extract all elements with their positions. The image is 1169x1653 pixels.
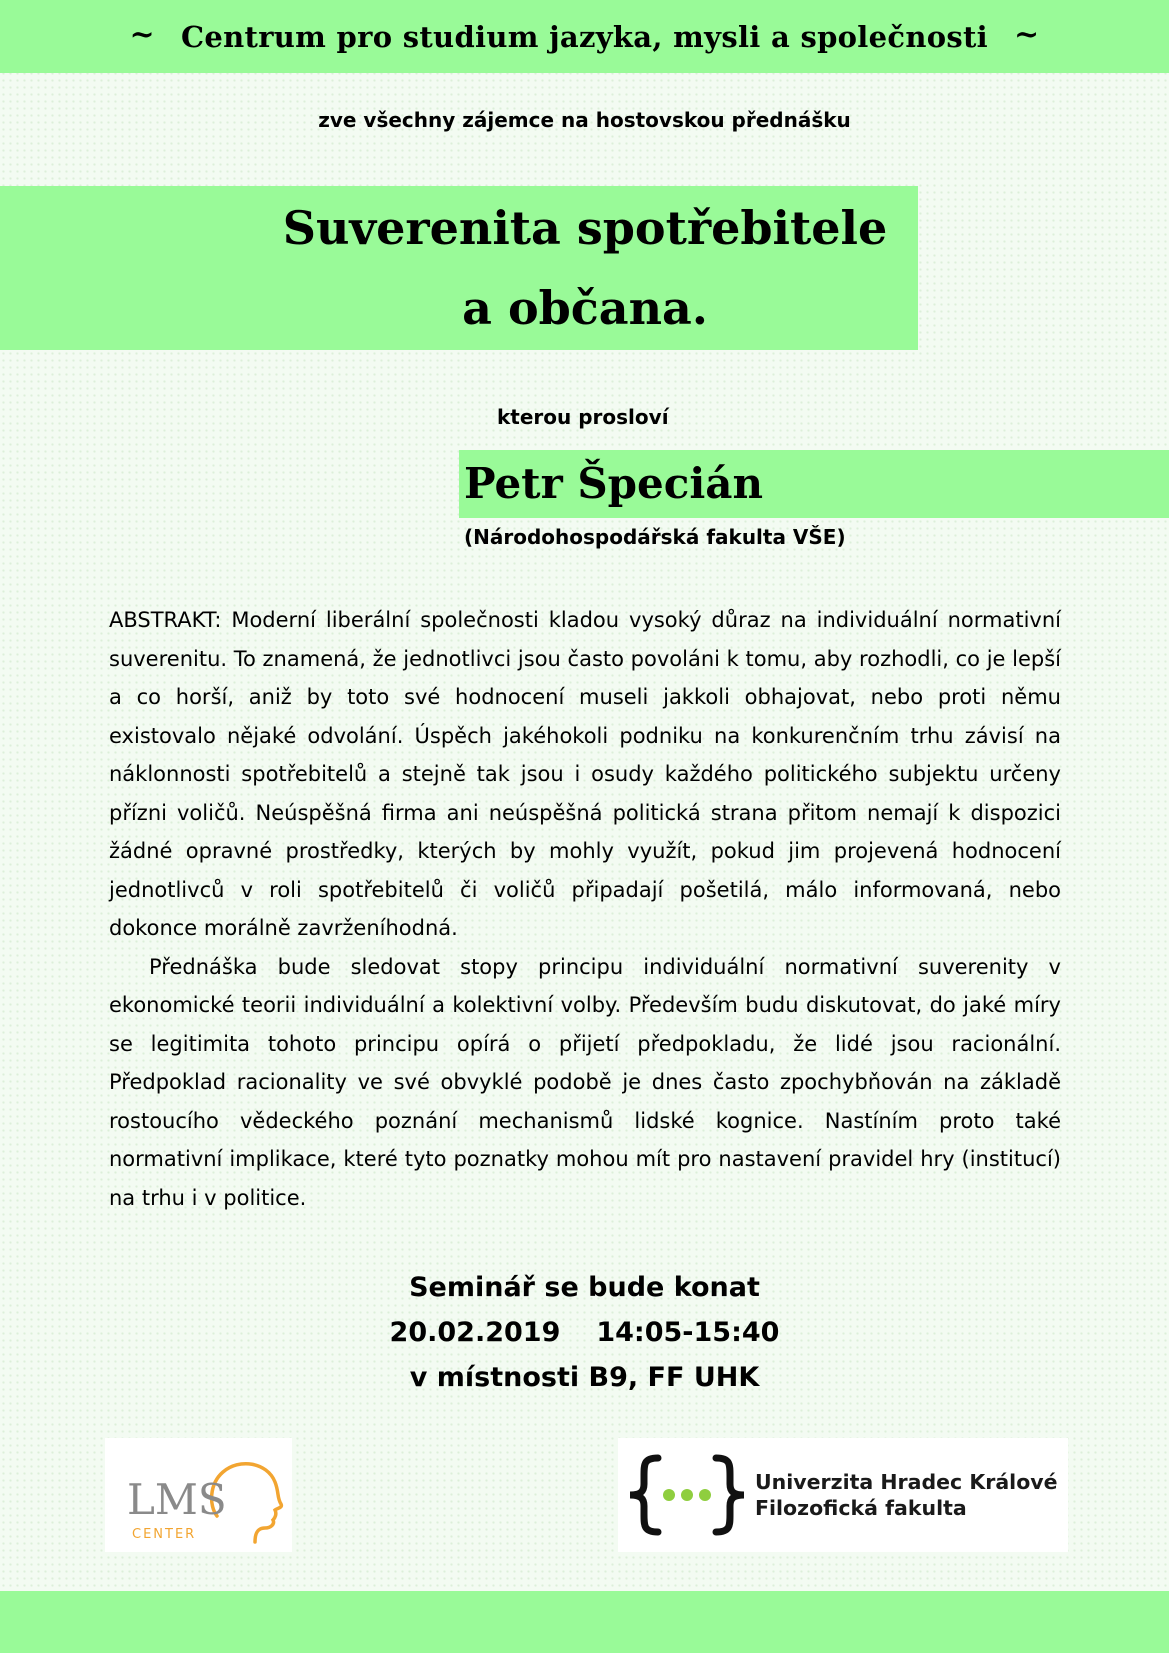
abstract bbox=[109, 601, 1061, 1217]
org-name: Centrum pro studium jazyka, mysli a společnosti bbox=[180, 19, 988, 54]
tilde-right: ~ bbox=[1014, 17, 1040, 52]
lms-center-logo bbox=[105, 1438, 292, 1552]
tilde-left: ~ bbox=[129, 17, 155, 52]
header-band bbox=[0, 0, 1169, 73]
uhk-logo-graphic bbox=[618, 1438, 758, 1552]
seminar-datetime bbox=[0, 1310, 1169, 1355]
abstract-paragraph-2: Přednáška bude sledovat stopy principu individuální normativní suverenity v ekonomické teorii individuální a kolektivní volby. Především budu diskutovat, do jaké míry se legitimita tohoto principu opírá o přijetí předpokladu, že lidé jsou racionální. Předpoklad racionality ve své obvyklé podobě je dnes často zpochybňován na základě rostoucího vědeckého poznání mechanismů lidské kognice. Nastíním proto také normativní implikace, které tyto poznatky mohou mít pro nastavení pravidel hry (institucí) na trhu i v politice. bbox=[109, 954, 1061, 1210]
seminar-room: v místnosti B9, FF UHK bbox=[409, 1362, 760, 1393]
seminar-date: 20.02.2019 bbox=[389, 1317, 561, 1348]
seminar-time: 14:05-15:40 bbox=[596, 1317, 780, 1348]
invitation-line: zve všechny zájemce na hostovskou přednášku bbox=[318, 108, 851, 132]
green-dot-icon bbox=[681, 1489, 693, 1501]
seminar-info bbox=[0, 1265, 1169, 1400]
lecture-title bbox=[200, 186, 970, 348]
lms-main-text: LMS bbox=[127, 1475, 227, 1524]
speaker-name: Petr Špecián bbox=[464, 459, 764, 508]
abstract-paragraph-1: ABSTRAKT: Moderní liberální společnosti kladou vysoký důraz na individuální normativní suverenitu. To znamená, že jednotlivci jsou často povoláni k tomu, aby rozhodli, co je lepší a co horší, aniž by toto své hodnocení museli jakkoli obhajovat, nebo proti němu existovalo nějaké odvolání. Úspěch jakéhokoli podniku na konkurenčním trhu závisí na náklonnosti spotřebitelů a stejně tak jsou i osudy každého politického subjektu určeny přízni voličů. Neúspěšná firma ani neúspěšná politická strana přitom nemají k dispozici žádné opravné prostředky, kterých by mohly využít, pokud jim projevená hodnocení jednotlivců v roli spotřebitelů či voličů připadají pošetilá, málo informovaná, nebo dokonce morálně zavrženíhodná. bbox=[109, 608, 1061, 940]
uhk-name bbox=[755, 1469, 1058, 1521]
green-dot-icon bbox=[663, 1489, 675, 1501]
title-line-2: a občana. bbox=[462, 281, 708, 335]
lms-sub-text: CENTER bbox=[132, 1527, 197, 1542]
speaker-intro: kterou prosloví bbox=[497, 405, 669, 429]
lms-logo-graphic bbox=[105, 1438, 292, 1552]
title-line-1: Suverenita spotřebitele bbox=[282, 201, 888, 255]
green-dot-icon bbox=[699, 1489, 711, 1501]
footer-band bbox=[0, 1591, 1169, 1653]
brace-left-icon bbox=[630, 1458, 658, 1532]
uhk-university: Univerzita Hradec Králové bbox=[755, 1470, 1058, 1494]
uhk-faculty: Filozofická fakulta bbox=[755, 1496, 967, 1520]
brace-right-icon bbox=[716, 1458, 744, 1532]
speaker-affiliation: (Národohospodářská fakulta VŠE) bbox=[464, 525, 846, 549]
seminar-heading: Seminář se bude konat bbox=[409, 1272, 760, 1303]
